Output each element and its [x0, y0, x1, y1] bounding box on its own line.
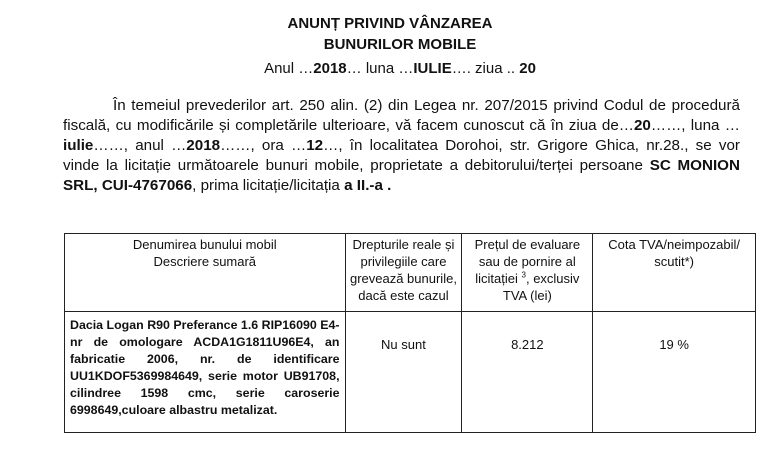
goods-description: Dacia Logan R90 Preferance 1.6 RIP16090 E4- nr de omologare ACDA1G1811U96E4, an fabricatie 2006, nr. de identificare UU1KDOF5369984649, serie motor UB91708, cilindree 1598 cmc, serie caroserie 6998649,culoare albastru metalizat. — [65, 312, 346, 433]
paragraph-part3: ……, anul … — [93, 137, 187, 154]
notice-title-line2: BUNURILOR MOBILE — [323, 36, 477, 53]
goods-vat: 19 % — [593, 312, 756, 433]
paragraph-hour: 12 — [306, 137, 324, 154]
header-goods-name-line2: Descriere sumară — [153, 254, 257, 269]
header-rights: Drepturile reale și privilegiile care grevează bunurile, dacă este cazul — [345, 234, 462, 312]
header-vat: Cota TVA/neimpozabil/ scutit*) — [593, 234, 756, 312]
date-month: IULIE — [413, 60, 452, 77]
paragraph-part2: ……, luna … — [650, 117, 740, 134]
paragraph-round: a II.-a . — [344, 177, 392, 194]
date-year: 2018 — [313, 60, 347, 77]
paragraph-part4: ……, ora … — [220, 137, 307, 154]
header-price-footnote: 3 — [521, 270, 526, 280]
goods-table — [64, 233, 756, 433]
date-prefix: Anul … — [264, 60, 314, 77]
header-price — [462, 234, 593, 312]
header-goods-name — [65, 234, 346, 312]
header-goods-name-line1: Denumirea bunului mobil — [132, 237, 277, 252]
paragraph-month: iulie — [63, 137, 94, 154]
table-header-row — [65, 234, 756, 312]
notice-title-line1: ANUNȚ PRIVIND VÂNZAREA — [287, 15, 493, 32]
paragraph-part5: …, în localitatea Dorohoi, str. Grigore Ghica, nr.28., se vor vinde la licitație următoarele bunuri mobile, proprietate a debitorului/terței persoane — [63, 137, 740, 174]
paragraph-debtor: SC MONION SRL, CUI-4767066 — [63, 157, 740, 194]
goods-price: 8.212 — [462, 312, 593, 433]
header-price-b: , exclusiv TVA (lei) — [502, 271, 580, 303]
paragraph-part1: În temeiul prevederilor art. 250 alin. (2) din Legea nr. 207/2015 privind Codul de procedură fiscală, cu modificările și completările ulterioare, vă facem cunoscut că în ziua de… — [63, 97, 740, 134]
date-day-prefix: …. ziua .. — [451, 60, 516, 77]
date-day: 20 — [519, 60, 536, 77]
notice-paragraph — [63, 96, 740, 196]
paragraph-year: 2018 — [186, 137, 221, 154]
paragraph-day: 20 — [633, 117, 651, 134]
notice-date-line — [0, 59, 770, 78]
header-price-a: Prețul de evaluare sau de pornire al licitației — [474, 237, 581, 286]
date-month-prefix: … luna … — [346, 60, 414, 77]
table-row — [65, 312, 756, 433]
goods-rights: Nu sunt — [345, 312, 462, 433]
paragraph-part6: , prima licitație/licitația — [192, 177, 340, 194]
